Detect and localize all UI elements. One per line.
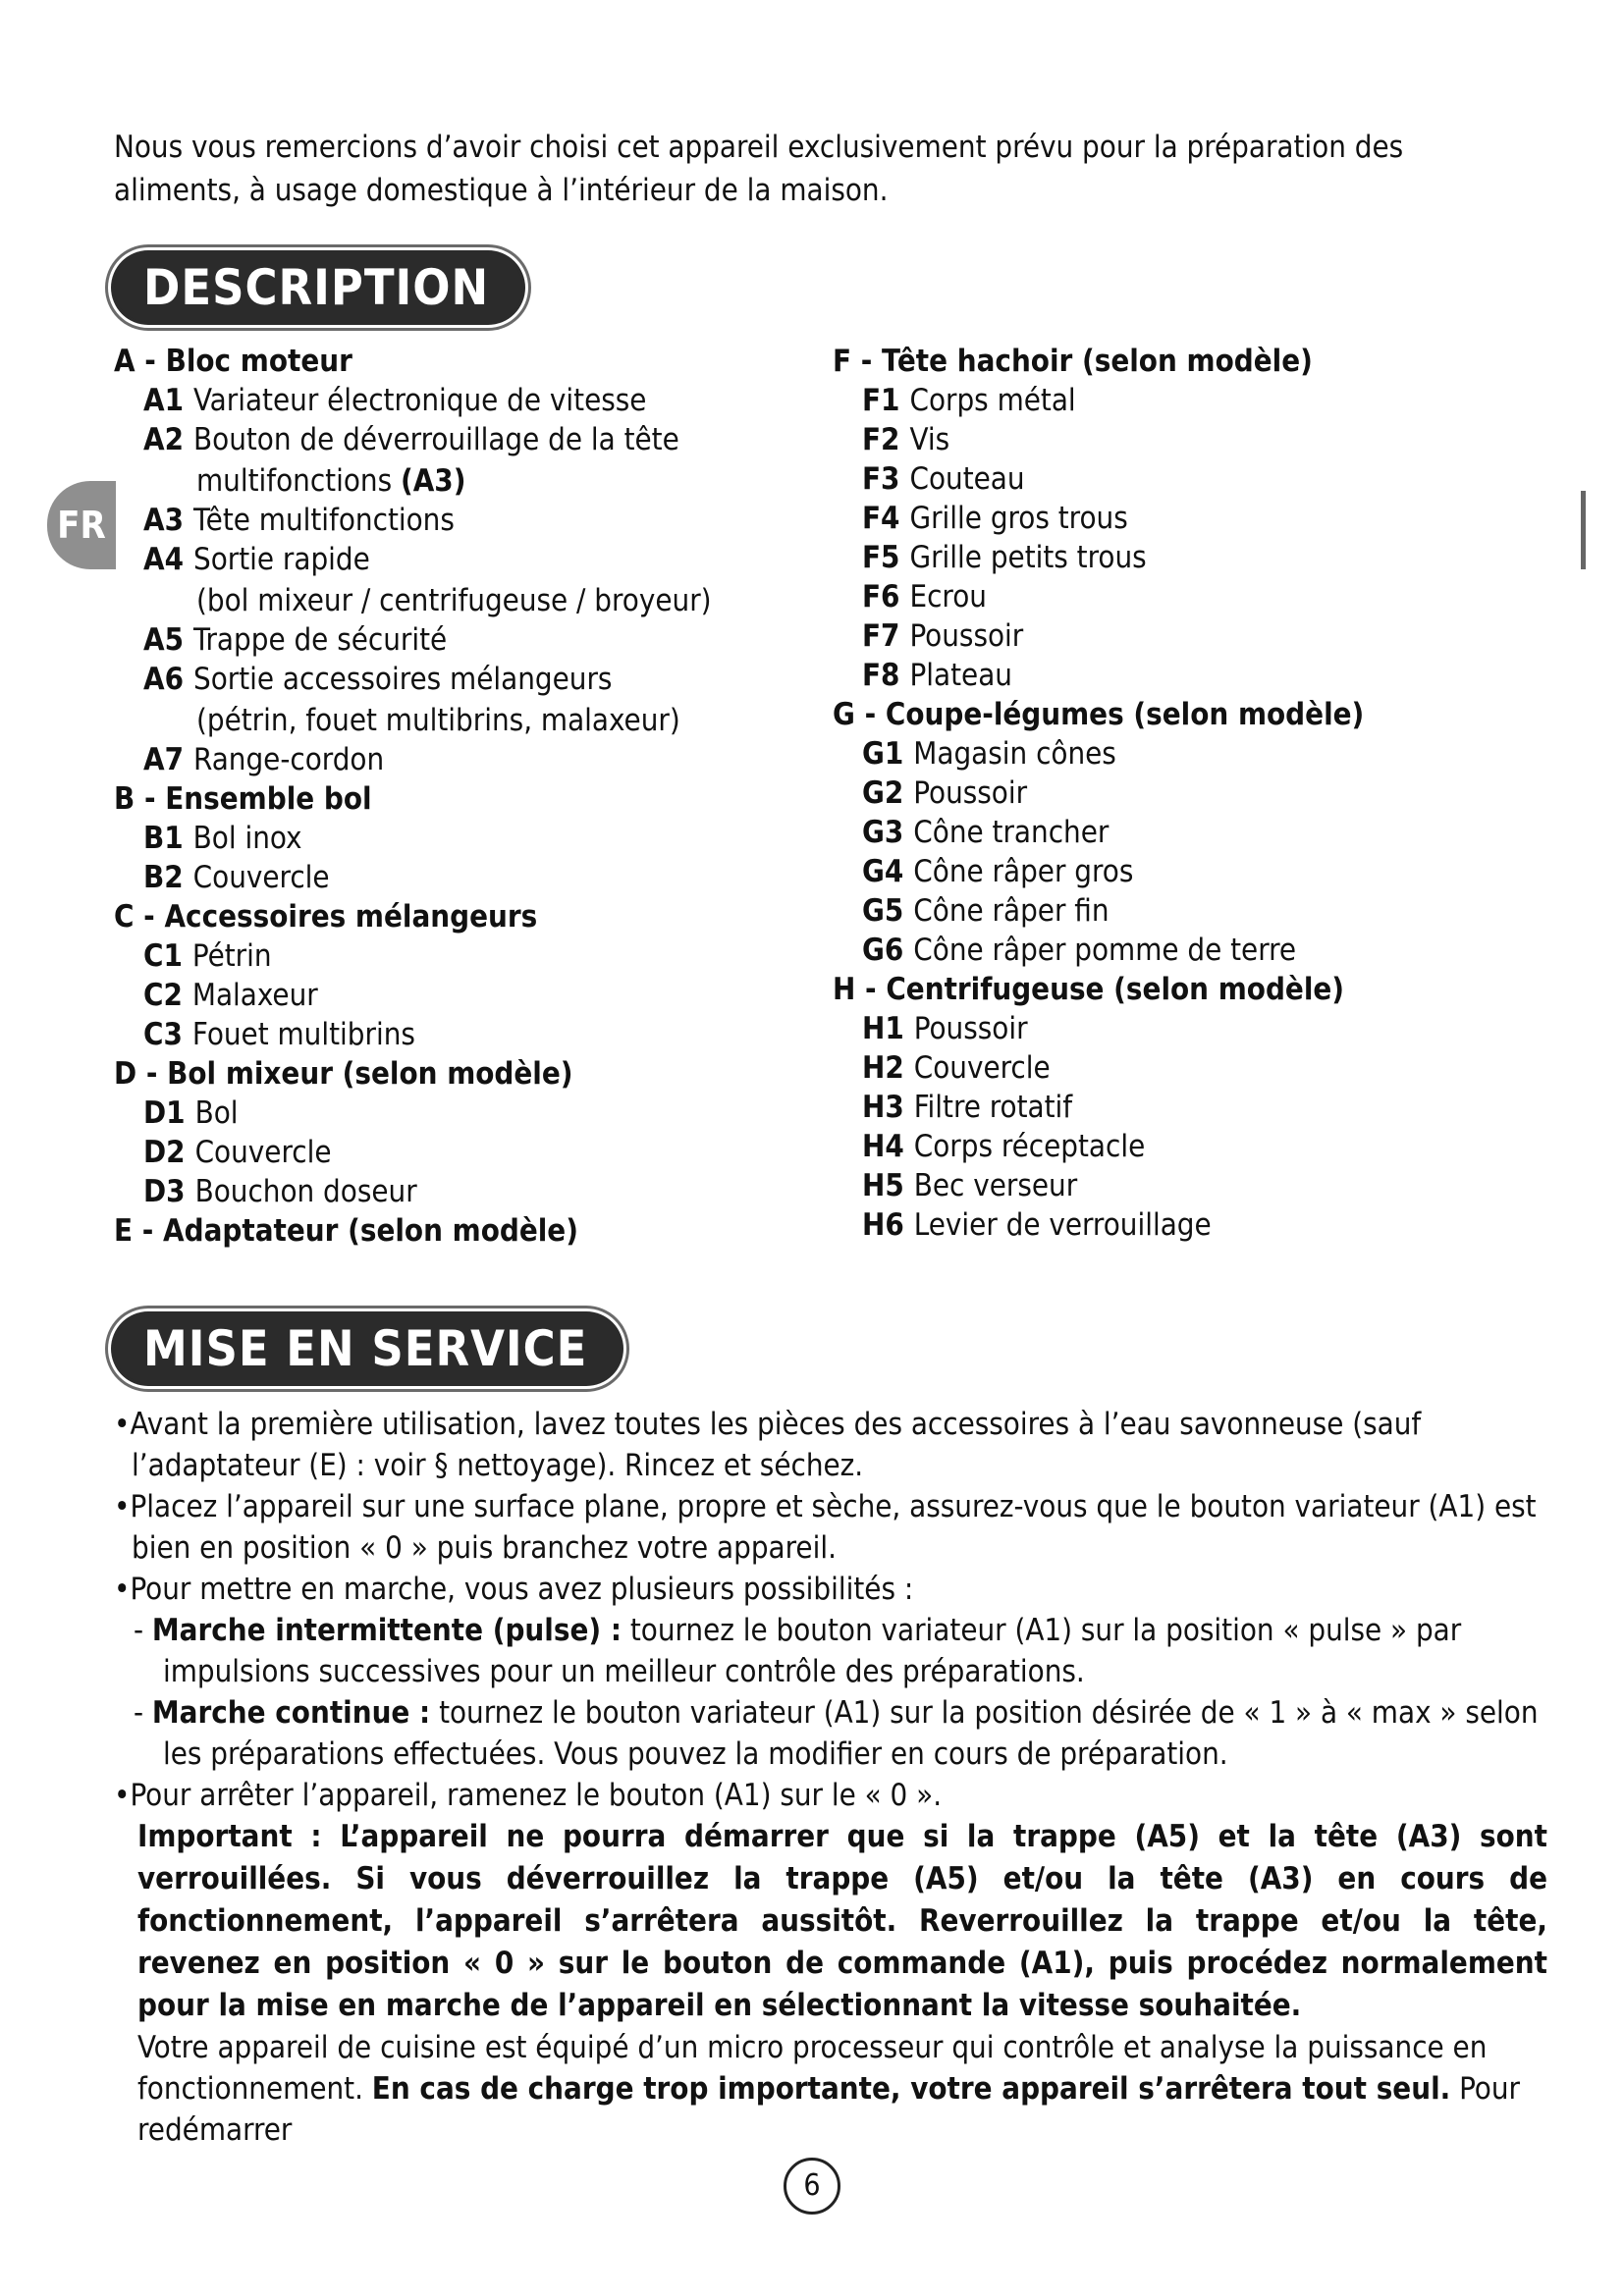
bullet-item: • Pour mettre en marche, vous avez plusieurs possibilités : bbox=[114, 1569, 1547, 1610]
item-continuation: (pétrin, fouet multibrins, malaxeur) bbox=[196, 703, 680, 738]
page-number: 6 bbox=[784, 2158, 840, 2215]
item-label: Bouchon doseur bbox=[194, 1174, 417, 1209]
item-continuation-ref: (A3) bbox=[400, 463, 466, 499]
list-item bbox=[114, 858, 801, 897]
list-item bbox=[114, 1015, 801, 1054]
item-label: Bol bbox=[194, 1095, 239, 1131]
item-code: D3 bbox=[143, 1174, 186, 1209]
item-label: Couteau bbox=[909, 461, 1025, 497]
item-code: C1 bbox=[143, 938, 183, 974]
group-title: E - Adaptateur (selon modèle) bbox=[114, 1213, 578, 1249]
item-code: D1 bbox=[143, 1095, 186, 1131]
item-label: Fouet multibrins bbox=[191, 1017, 415, 1052]
list-item bbox=[833, 1127, 1520, 1166]
item-label: Sortie rapide bbox=[193, 542, 370, 577]
mise-en-service-section bbox=[114, 1404, 1547, 2151]
item-code: F5 bbox=[862, 540, 900, 575]
list-item bbox=[114, 501, 801, 540]
item-code: G1 bbox=[862, 736, 904, 772]
item-code: A3 bbox=[143, 503, 184, 538]
list-item bbox=[114, 1094, 801, 1133]
item-code: C2 bbox=[143, 978, 183, 1013]
item-code: F3 bbox=[862, 461, 900, 497]
list-item bbox=[114, 936, 801, 976]
item-code: A6 bbox=[143, 662, 184, 697]
item-label: Couvercle bbox=[194, 1135, 332, 1170]
mise-en-service-heading: MISE EN SERVICE bbox=[114, 1314, 621, 1383]
item-code: G2 bbox=[862, 775, 904, 811]
list-item bbox=[114, 620, 801, 660]
item-label: Filtre rotatif bbox=[913, 1090, 1073, 1125]
item-code: H4 bbox=[862, 1129, 904, 1164]
list-item bbox=[833, 499, 1520, 538]
item-code: F6 bbox=[862, 579, 900, 614]
intro-paragraph: Nous vous remercions d’avoir choisi cet appareil exclusivement prévu pour la préparation des aliments, à usage domestique à l’intérieur de la maison. bbox=[114, 130, 1404, 208]
item-label: Trappe de sécurité bbox=[193, 622, 448, 658]
item-code: F4 bbox=[862, 501, 900, 536]
item-label: Magasin cônes bbox=[913, 736, 1116, 772]
item-code: C3 bbox=[143, 1017, 183, 1052]
bullet-item: • Avant la première utilisation, lavez toutes les pièces des accessoires à l’eau savonneuse (sauf l’adaptateur (E) : voir § nettoyage). Rincez et séchez. bbox=[114, 1404, 1547, 1486]
item-label: Cône râper fin bbox=[913, 893, 1110, 929]
item-label: Cône râper gros bbox=[913, 854, 1134, 889]
item-label: Variateur électronique de vitesse bbox=[193, 383, 647, 418]
item-label: Plateau bbox=[909, 658, 1012, 693]
item-label: Pétrin bbox=[191, 938, 272, 974]
item-label: Grille gros trous bbox=[909, 501, 1128, 536]
item-label: Sortie accessoires mélangeurs bbox=[193, 662, 613, 697]
list-item bbox=[833, 891, 1520, 931]
item-code: B1 bbox=[143, 821, 184, 856]
item-code: A2 bbox=[143, 422, 184, 457]
sub-item bbox=[114, 1692, 1547, 1775]
item-continuation bbox=[143, 461, 801, 501]
description-left-column bbox=[114, 342, 801, 1251]
item-continuation-text: multifonctions bbox=[196, 463, 393, 499]
item-code: H2 bbox=[862, 1050, 904, 1086]
list-item bbox=[833, 1048, 1520, 1088]
list-item bbox=[833, 1205, 1520, 1245]
item-label: Levier de verrouillage bbox=[913, 1207, 1212, 1243]
list-item bbox=[114, 976, 801, 1015]
item-label: Cône trancher bbox=[913, 815, 1110, 850]
item-code: H3 bbox=[862, 1090, 904, 1125]
sub-item-lead: Marche continue : bbox=[151, 1695, 431, 1731]
item-code: G3 bbox=[862, 815, 904, 850]
item-code: G4 bbox=[862, 854, 904, 889]
item-label: Malaxeur bbox=[191, 978, 318, 1013]
description-heading: DESCRIPTION bbox=[114, 253, 522, 322]
item-code: A7 bbox=[143, 742, 184, 777]
list-item bbox=[114, 420, 801, 501]
item-label: Poussoir bbox=[913, 1011, 1028, 1046]
page-edge-mark bbox=[1581, 491, 1586, 569]
item-code: H1 bbox=[862, 1011, 904, 1046]
list-item bbox=[114, 740, 801, 779]
sub-item bbox=[114, 1610, 1547, 1692]
list-item bbox=[833, 656, 1520, 695]
item-code: B2 bbox=[143, 860, 184, 895]
list-item bbox=[114, 540, 801, 620]
sub-item-text: tournez le bouton variateur (A1) sur la position « pulse » par impulsions successives pour un meilleur contrôle des préparations. bbox=[163, 1613, 1462, 1689]
item-code: F8 bbox=[862, 658, 900, 693]
item-code: F1 bbox=[862, 383, 900, 418]
item-label: Ecrou bbox=[909, 579, 987, 614]
group-title: G - Coupe-légumes (selon modèle) bbox=[833, 697, 1365, 732]
item-code: G6 bbox=[862, 933, 904, 968]
item-label: Couvercle bbox=[913, 1050, 1051, 1086]
list-item bbox=[833, 1088, 1520, 1127]
item-code: F7 bbox=[862, 618, 900, 654]
list-item bbox=[114, 660, 801, 740]
list-item bbox=[833, 538, 1520, 577]
item-code: F2 bbox=[862, 422, 900, 457]
important-notice: Important : L’appareil ne pourra démarrer que si la trappe (A5) et la tête (A3) sont verrouillées. Si vous déverrouillez la trappe (A5) et/ou la tête (A3) en cours de fonctionnement, l’appareil s’arrêtera aussitôt. Reverrouillez la trappe et/ou la tête, revenez en position « 0 » sur le bouton de commande (A1), puis procédez normalement pour la mise en marche de l’appareil en sélectionnant la vitesse souhaitée. bbox=[137, 1819, 1547, 2023]
list-item bbox=[114, 381, 801, 420]
item-code: G5 bbox=[862, 893, 904, 929]
list-item bbox=[833, 577, 1520, 616]
item-label: Couvercle bbox=[192, 860, 330, 895]
list-item bbox=[833, 616, 1520, 656]
list-item bbox=[833, 381, 1520, 420]
list-item bbox=[833, 813, 1520, 852]
item-code: A4 bbox=[143, 542, 184, 577]
list-item bbox=[114, 1133, 801, 1172]
processor-continued: Pour redémarrer bbox=[137, 2071, 1520, 2148]
list-item bbox=[833, 420, 1520, 459]
list-item bbox=[833, 459, 1520, 499]
item-label: Poussoir bbox=[913, 775, 1028, 811]
list-item bbox=[833, 1166, 1520, 1205]
list-item bbox=[833, 931, 1520, 970]
item-label: Bol inox bbox=[192, 821, 302, 856]
sub-item-lead: Marche intermittente (pulse) : bbox=[151, 1613, 622, 1648]
group-title: D - Bol mixeur (selon modèle) bbox=[114, 1056, 573, 1092]
group-title: H - Centrifugeuse (selon modèle) bbox=[833, 972, 1345, 1007]
item-code: H6 bbox=[862, 1207, 904, 1243]
item-label: Grille petits trous bbox=[909, 540, 1147, 575]
language-tab: FR bbox=[47, 481, 116, 569]
item-label: Bec verseur bbox=[913, 1168, 1078, 1203]
item-code: H5 bbox=[862, 1168, 904, 1203]
list-item bbox=[833, 774, 1520, 813]
sub-item-text: tournez le bouton variateur (A1) sur la position désirée de « 1 » à « max » selon les préparations effectuées. Vous pouvez la modifier en cours de préparation. bbox=[163, 1695, 1539, 1772]
item-code: D2 bbox=[143, 1135, 186, 1170]
group-title: A - Bloc moteur bbox=[114, 344, 352, 379]
group-title: B - Ensemble bol bbox=[114, 781, 372, 817]
item-label: Corps métal bbox=[909, 383, 1076, 418]
item-label: Bouton de déverrouillage de la tête bbox=[193, 422, 679, 457]
item-code: A1 bbox=[143, 383, 184, 418]
list-item bbox=[114, 819, 801, 858]
group-title: F - Tête hachoir (selon modèle) bbox=[833, 344, 1313, 379]
processor-paragraph bbox=[114, 2027, 1547, 2151]
list-item bbox=[833, 852, 1520, 891]
processor-text: Votre appareil de cuisine est équipé d’un micro processeur qui contrôle et analyse la puissance en fonctionnement. bbox=[137, 2030, 1488, 2107]
item-label: Cône râper pomme de terre bbox=[913, 933, 1297, 968]
list-item bbox=[833, 1009, 1520, 1048]
bullet-item: • Pour arrêter l’appareil, ramenez le bouton (A1) sur le « 0 ». bbox=[114, 1775, 1547, 1816]
item-label: Range-cordon bbox=[193, 742, 385, 777]
item-label: Tête multifonctions bbox=[193, 503, 455, 538]
list-item bbox=[833, 734, 1520, 774]
item-continuation: (bol mixeur / centrifugeuse / broyeur) bbox=[196, 583, 712, 618]
bullet-item: • Placez l’appareil sur une surface plane, propre et sèche, assurez-vous que le bouton variateur (A1) est bien en position « 0 » puis branchez votre appareil. bbox=[114, 1486, 1547, 1569]
group-title: C - Accessoires mélangeurs bbox=[114, 899, 538, 934]
processor-warning: En cas de charge trop importante, votre appareil s’arrêtera tout seul. bbox=[371, 2071, 1451, 2107]
item-label: Vis bbox=[909, 422, 950, 457]
item-code: A5 bbox=[143, 622, 184, 658]
item-label: Poussoir bbox=[909, 618, 1024, 654]
list-item bbox=[114, 1172, 801, 1211]
description-right-column bbox=[833, 342, 1520, 1245]
item-label: Corps réceptacle bbox=[913, 1129, 1146, 1164]
